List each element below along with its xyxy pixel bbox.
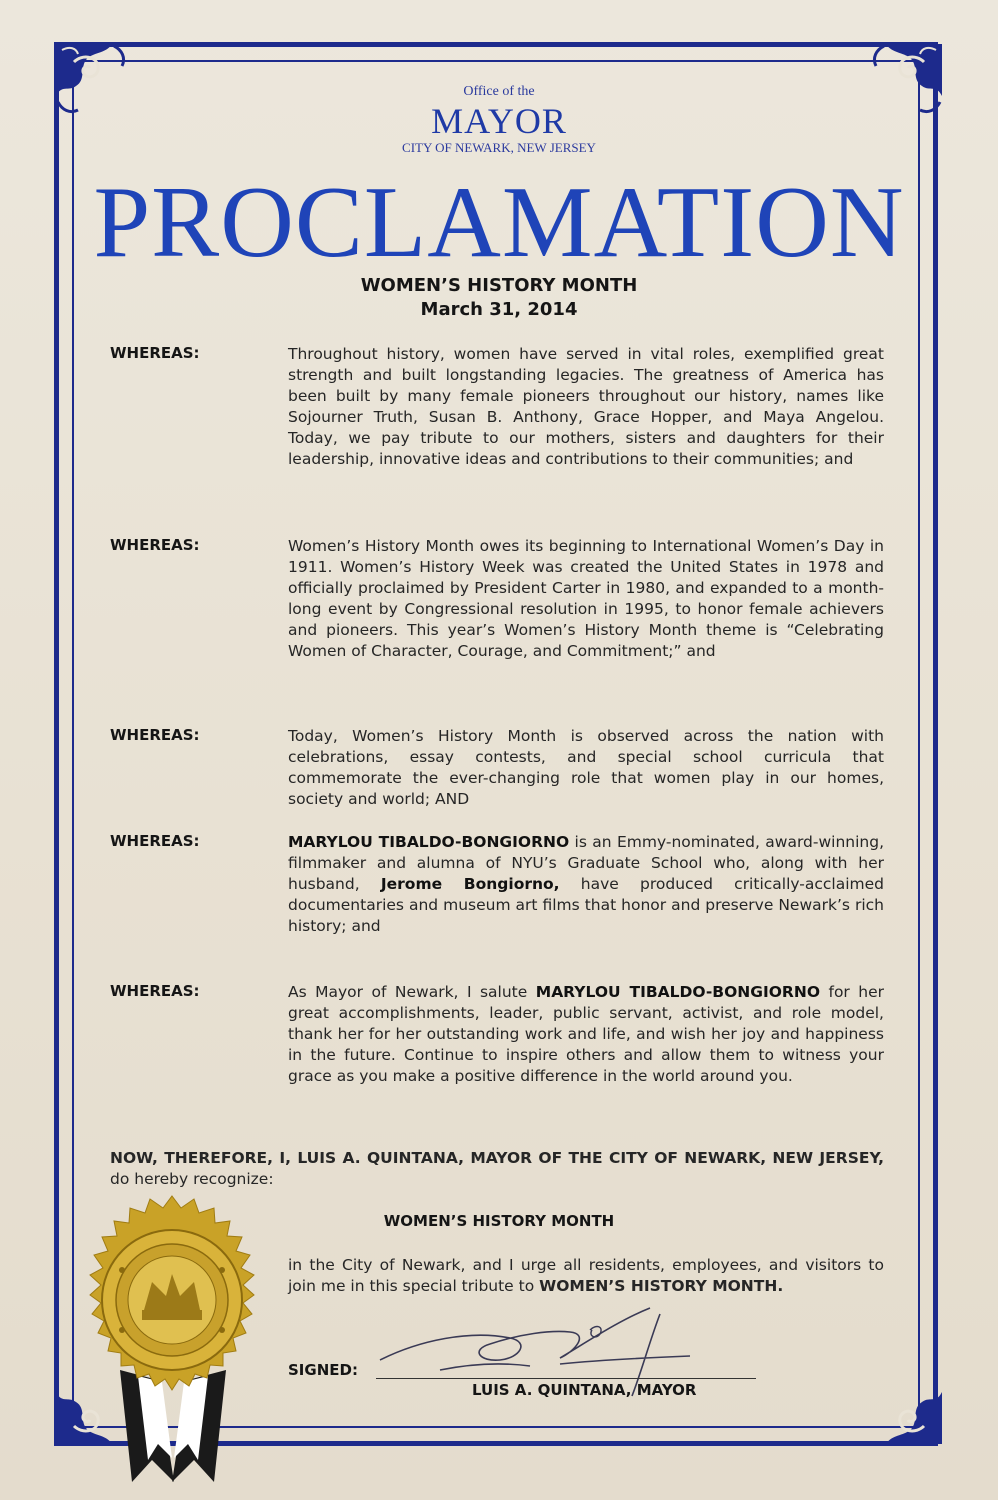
city-line: CITY OF NEWARK, NEW JERSEY xyxy=(402,140,596,155)
closing-clause xyxy=(288,1255,884,1297)
clause-text xyxy=(288,982,884,1087)
clause-text: Throughout history, women have served in vital roles, exemplified great strength and built longstanding legacies. The greatness of America has been built by many female pioneers throughout our history, names like Sojourner Truth, Susan B. Anthony, Grace Hopper, and Maya Angelou. Today, we pay tribute to our mothers, sisters and daughters for their leadership, innovative ideas and contributions to their communities; and xyxy=(288,345,884,468)
clause-text: Today, Women’s History Month is observed across the nation with celebrations, essay contests, and special school curricula that commemorate the ever-changing role that women play in our homes, society and world; AND xyxy=(288,727,884,808)
subtitle xyxy=(0,274,998,322)
husband-name: Jerome Bongiorno, xyxy=(380,875,560,893)
now-therefore-bold: NOW, THEREFORE, I, LUIS A. QUINTANA, MAYOR OF THE CITY OF NEWARK, NEW JERSEY, xyxy=(110,1149,884,1167)
signed-label: SIGNED: xyxy=(288,1361,358,1379)
subtitle-date: March 31, 2014 xyxy=(420,299,578,320)
clause-text-part: is an Emmy-nominated, award-winning, filmmaker and alumna of NYU’s Graduate School who, along with her husband, xyxy=(288,833,885,893)
subtitle-topic: WOMEN’S HISTORY MONTH xyxy=(360,275,638,296)
office-line: Office of the xyxy=(463,84,535,99)
whereas-label: WHEREAS: xyxy=(110,982,200,1000)
clause-text-part: As Mayor of Newark, I salute xyxy=(288,983,536,1001)
recognized-title: WOMEN’S HISTORY MONTH xyxy=(383,1212,615,1230)
signature-line xyxy=(376,1378,756,1379)
clause-text xyxy=(288,832,884,937)
signer-name: LUIS A. QUINTANA, MAYOR xyxy=(472,1381,697,1399)
closing-bold: WOMEN’S HISTORY MONTH. xyxy=(539,1277,784,1295)
mayor-heading: MAYOR xyxy=(431,101,567,141)
whereas-label: WHEREAS: xyxy=(110,536,200,554)
now-therefore-clause xyxy=(110,1148,884,1190)
whereas-label: WHEREAS: xyxy=(110,344,200,362)
corner-ornament-icon xyxy=(850,1352,946,1448)
whereas-label: WHEREAS: xyxy=(110,726,200,744)
whereas-label: WHEREAS: xyxy=(110,832,200,850)
clause-text: Women’s History Month owes its beginning to International Women’s Day in 1911. Women’s History Week was created the United States in 1978 and officially proclaimed by President Carter in 1980, and expanded to a month-long event by Congressional resolution in 1995, to honor female achievers and pioneers. This year’s Women’s History Month theme is “Celebrating Women of Character, Courage, and Commitment;” and xyxy=(288,537,884,660)
honoree-name: MARYLOU TIBALDO-BONGIORNO xyxy=(288,833,570,851)
proclamation-title: PROCLAMATION xyxy=(93,166,905,279)
honoree-name: MARYLOU TIBALDO-BONGIORNO xyxy=(535,983,821,1001)
clause-text-part: have produced critically-acclaimed documentaries and museum art films that honor and preserve Newark’s rich history; and xyxy=(288,875,885,935)
now-therefore-text: do hereby recognize: xyxy=(110,1170,274,1188)
closing-text: in the City of Newark, and I urge all residents, employees, and visitors to join me in this special tribute to xyxy=(288,1256,884,1295)
clause-text-part: for her great accomplishments, leader, public servant, activist, and role model, thank her for her outstanding work and life, and wish her joy and happiness in the future. Continue to inspire others and allow them to witness your grace as you make a positive difference in the world around you. xyxy=(288,983,884,1085)
gold-city-seal-icon xyxy=(58,1190,288,1490)
